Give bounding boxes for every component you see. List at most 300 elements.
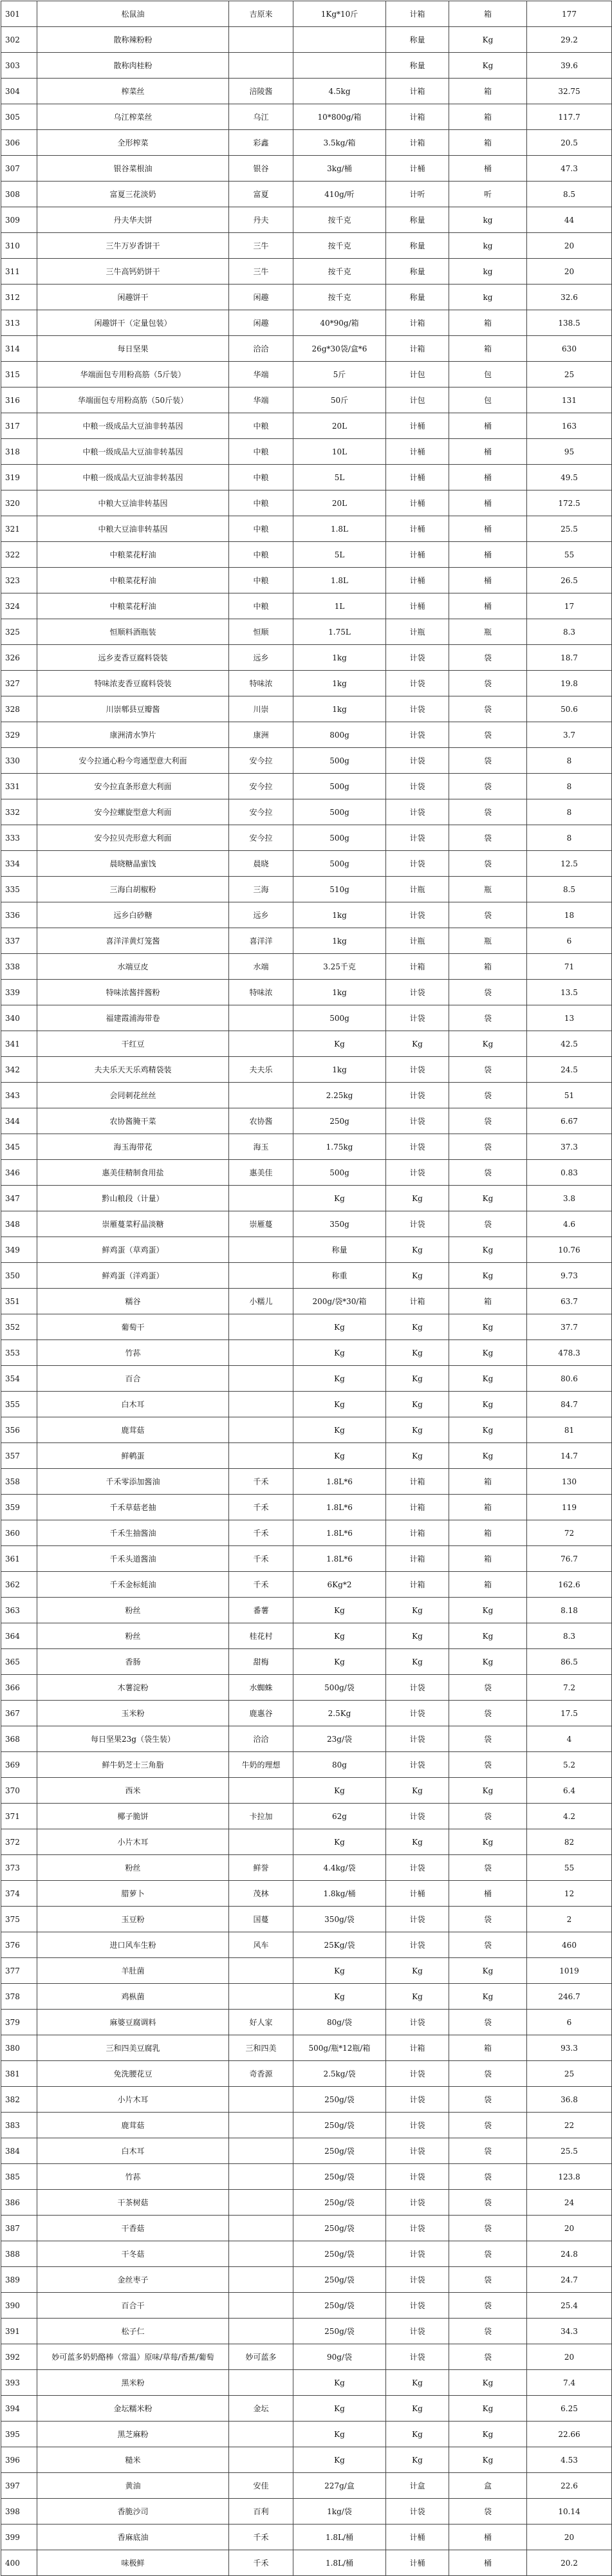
table-row xyxy=(1,568,612,593)
specification-cell: 1.8kg/桶 xyxy=(293,1881,386,1907)
specification-cell: 10L xyxy=(293,439,386,465)
table-row xyxy=(1,825,612,851)
unit-cell: 袋 xyxy=(449,980,527,1005)
table-row xyxy=(1,980,612,1005)
price-cell: 82 xyxy=(527,1829,612,1855)
product-name-cell: 闲趣饼干 xyxy=(37,285,229,310)
row-number-cell: 343 xyxy=(1,1083,37,1108)
product-name-cell: 葡萄干 xyxy=(37,1314,229,1340)
specification-cell: 200g/袋*30/箱 xyxy=(293,1289,386,1314)
brand-cell: 三牛 xyxy=(229,233,293,259)
product-name-cell: 干冬菇 xyxy=(37,2241,229,2267)
price-cell: 55 xyxy=(527,1855,612,1881)
price-cell: 177 xyxy=(527,1,612,27)
unit-cell: 袋 xyxy=(449,2138,527,2164)
brand-cell: 小糯儿 xyxy=(229,1289,293,1314)
brand-cell: 喜洋洋 xyxy=(229,928,293,954)
product-name-cell: 木薯淀粉 xyxy=(37,1675,229,1701)
product-name-cell: 福建霞浦海带卷 xyxy=(37,1005,229,1031)
unit-cell: 袋 xyxy=(449,851,527,877)
product-name-cell: 千禾零添加酱油 xyxy=(37,1469,229,1495)
unit-cell: 盒 xyxy=(449,2473,527,2499)
specification-cell: 1.8L xyxy=(293,568,386,593)
brand-cell: 茂林 xyxy=(229,1881,293,1907)
price-cell: 163 xyxy=(527,413,612,439)
brand-cell: 千禾 xyxy=(229,1520,293,1546)
product-name-cell: 香麻底油 xyxy=(37,2525,229,2550)
specification-cell: 250g/袋 xyxy=(293,2087,386,2113)
price-cell: 8 xyxy=(527,799,612,825)
specification-cell xyxy=(293,27,386,53)
unit-cell: Kg xyxy=(449,1598,527,1623)
price-cell: 6.25 xyxy=(527,2396,612,2422)
specification-cell: 410g/听 xyxy=(293,182,386,207)
table-row xyxy=(1,413,612,439)
product-name-cell: 千禾头道酱油 xyxy=(37,1546,229,1572)
row-number-cell: 374 xyxy=(1,1881,37,1907)
brand-cell xyxy=(229,2447,293,2473)
specification-cell: 1.8L*6 xyxy=(293,1546,386,1572)
brand-cell xyxy=(229,2190,293,2216)
row-number-cell: 329 xyxy=(1,722,37,748)
packaging-type-cell: 计袋 xyxy=(386,671,449,696)
packaging-type-cell: 计箱 xyxy=(386,2035,449,2061)
row-number-cell: 363 xyxy=(1,1598,37,1623)
product-name-cell: 松子仁 xyxy=(37,2319,229,2344)
specification-cell: 称重 xyxy=(293,1263,386,1289)
price-cell: 6.4 xyxy=(527,1778,612,1804)
price-cell: 22.6 xyxy=(527,2473,612,2499)
packaging-type-cell: 计箱 xyxy=(386,1520,449,1546)
price-cell: 162.6 xyxy=(527,1572,612,1598)
price-cell: 34.3 xyxy=(527,2319,612,2344)
brand-cell: 甜梅 xyxy=(229,1649,293,1675)
row-number-cell: 304 xyxy=(1,79,37,104)
brand-cell xyxy=(229,2216,293,2241)
product-name-cell: 乌江榨菜丝 xyxy=(37,104,229,130)
brand-cell: 鹿惠谷 xyxy=(229,1701,293,1726)
unit-cell: 袋 xyxy=(449,1752,527,1778)
packaging-type-cell: 计袋 xyxy=(386,799,449,825)
row-number-cell: 360 xyxy=(1,1520,37,1546)
row-number-cell: 377 xyxy=(1,1958,37,1984)
unit-cell: 袋 xyxy=(449,1160,527,1186)
product-name-cell: 华端面包专用粉高筋（5斤装） xyxy=(37,362,229,387)
table-row xyxy=(1,1752,612,1778)
unit-cell: 箱 xyxy=(449,1572,527,1598)
table-row xyxy=(1,2499,612,2525)
unit-cell: 袋 xyxy=(449,671,527,696)
price-cell: 8 xyxy=(527,825,612,851)
product-name-cell: 中粮菜花籽油 xyxy=(37,568,229,593)
row-number-cell: 340 xyxy=(1,1005,37,1031)
product-name-cell: 糯谷 xyxy=(37,1289,229,1314)
packaging-type-cell: 计袋 xyxy=(386,851,449,877)
price-cell: 37.7 xyxy=(527,1314,612,1340)
specification-cell: 5L xyxy=(293,542,386,568)
packaging-type-cell: 计袋 xyxy=(386,696,449,722)
packaging-type-cell: 计袋 xyxy=(386,1160,449,1186)
specification-cell: 2.5Kg xyxy=(293,1701,386,1726)
brand-cell: 安佳 xyxy=(229,2473,293,2499)
price-cell: 10.76 xyxy=(527,1237,612,1263)
brand-cell: 中粮 xyxy=(229,413,293,439)
row-number-cell: 387 xyxy=(1,2216,37,2241)
packaging-type-cell: Kg xyxy=(386,1649,449,1675)
packaging-type-cell: 计袋 xyxy=(386,1211,449,1237)
unit-cell: 箱 xyxy=(449,1469,527,1495)
table-row xyxy=(1,1417,612,1443)
table-row xyxy=(1,1829,612,1855)
specification-cell: 5L xyxy=(293,465,386,490)
unit-cell: Kg xyxy=(449,1778,527,1804)
packaging-type-cell: 计袋 xyxy=(386,1057,449,1083)
price-cell: 80.6 xyxy=(527,1366,612,1392)
price-cell: 0.83 xyxy=(527,1160,612,1186)
brand-cell: 海玉 xyxy=(229,1134,293,1160)
product-name-cell: 特味浓酱拌酱粉 xyxy=(37,980,229,1005)
unit-cell: 桶 xyxy=(449,439,527,465)
unit-cell: kg xyxy=(449,233,527,259)
table-row xyxy=(1,1005,612,1031)
unit-cell: 桶 xyxy=(449,542,527,568)
packaging-type-cell: 计袋 xyxy=(386,980,449,1005)
row-number-cell: 393 xyxy=(1,2370,37,2396)
specification-cell: 26g*30袋/盒*6 xyxy=(293,336,386,362)
unit-cell: Kg xyxy=(449,1186,527,1211)
row-number-cell: 389 xyxy=(1,2267,37,2293)
packaging-type-cell: 计袋 xyxy=(386,2190,449,2216)
brand-cell: 水端 xyxy=(229,954,293,980)
brand-cell: 鲜誉 xyxy=(229,1855,293,1881)
brand-cell xyxy=(229,2113,293,2138)
table-row xyxy=(1,1211,612,1237)
brand-cell xyxy=(229,1417,293,1443)
packaging-type-cell: 计袋 xyxy=(386,1083,449,1108)
unit-cell: Kg xyxy=(449,1237,527,1263)
row-number-cell: 324 xyxy=(1,593,37,619)
unit-cell: 袋 xyxy=(449,1675,527,1701)
table-row xyxy=(1,1520,612,1546)
specification-cell: 1kg xyxy=(293,928,386,954)
price-cell: 17.5 xyxy=(527,1701,612,1726)
table-row xyxy=(1,336,612,362)
packaging-type-cell: 称量 xyxy=(386,27,449,53)
specification-cell: 1kg xyxy=(293,696,386,722)
unit-cell: 袋 xyxy=(449,1083,527,1108)
specification-cell: 500g/瓶*12瓶/箱 xyxy=(293,2035,386,2061)
price-cell: 20 xyxy=(527,259,612,285)
table-row xyxy=(1,2087,612,2113)
table-row xyxy=(1,2267,612,2293)
specification-cell: 80g xyxy=(293,1752,386,1778)
unit-cell: 瓶 xyxy=(449,877,527,902)
brand-cell xyxy=(229,2087,293,2113)
unit-cell: 袋 xyxy=(449,2344,527,2370)
specification-cell: 250g/袋 xyxy=(293,2267,386,2293)
brand-cell: 水蜘蛛 xyxy=(229,1675,293,1701)
specification-cell: 10*800g/箱 xyxy=(293,104,386,130)
brand-cell: 好人家 xyxy=(229,2010,293,2035)
row-number-cell: 328 xyxy=(1,696,37,722)
table-row xyxy=(1,1495,612,1520)
specification-cell: 250g xyxy=(293,1108,386,1134)
specification-cell: 20L xyxy=(293,490,386,516)
specification-cell: Kg xyxy=(293,1366,386,1392)
row-number-cell: 386 xyxy=(1,2190,37,2216)
product-name-cell: 中粮大豆油非转基因 xyxy=(37,516,229,542)
row-number-cell: 325 xyxy=(1,619,37,645)
unit-cell: 袋 xyxy=(449,1804,527,1829)
packaging-type-cell: Kg xyxy=(386,1314,449,1340)
unit-cell: 袋 xyxy=(449,2164,527,2190)
packaging-type-cell: 计袋 xyxy=(386,1701,449,1726)
price-cell: 20 xyxy=(527,233,612,259)
packaging-type-cell: 计桶 xyxy=(386,542,449,568)
table-row xyxy=(1,2473,612,2499)
product-name-cell: 中粮一级成品大豆油非转基因 xyxy=(37,465,229,490)
packaging-type-cell: 计袋 xyxy=(386,2138,449,2164)
row-number-cell: 400 xyxy=(1,2550,37,2576)
row-number-cell: 347 xyxy=(1,1186,37,1211)
row-number-cell: 348 xyxy=(1,1211,37,1237)
unit-cell: 包 xyxy=(449,387,527,413)
product-name-cell: 崇雁蔓菜籽晶淡糖 xyxy=(37,1211,229,1237)
price-cell: 63.7 xyxy=(527,1289,612,1314)
brand-cell: 中粮 xyxy=(229,516,293,542)
unit-cell: 袋 xyxy=(449,748,527,774)
specification-cell: 250g/袋 xyxy=(293,2113,386,2138)
table-row xyxy=(1,1108,612,1134)
packaging-type-cell: 计袋 xyxy=(386,2241,449,2267)
packaging-type-cell: Kg xyxy=(386,1598,449,1623)
table-row xyxy=(1,2010,612,2035)
unit-cell: 袋 xyxy=(449,2319,527,2344)
table-row xyxy=(1,207,612,233)
table-body xyxy=(1,1,612,2576)
unit-cell: 袋 xyxy=(449,1134,527,1160)
unit-cell: 袋 xyxy=(449,2010,527,2035)
price-cell: 8.3 xyxy=(527,619,612,645)
row-number-cell: 302 xyxy=(1,27,37,53)
brand-cell: 惠美佳 xyxy=(229,1160,293,1186)
brand-cell: 妙可蓝多 xyxy=(229,2344,293,2370)
row-number-cell: 319 xyxy=(1,465,37,490)
packaging-type-cell: 计袋 xyxy=(386,1005,449,1031)
brand-cell xyxy=(229,2370,293,2396)
brand-cell: 彩鑫 xyxy=(229,130,293,156)
packaging-type-cell: Kg xyxy=(386,2447,449,2473)
price-cell: 71 xyxy=(527,954,612,980)
brand-cell: 恒顺 xyxy=(229,619,293,645)
product-name-cell: 干香菇 xyxy=(37,2216,229,2241)
specification-cell: Kg xyxy=(293,1778,386,1804)
product-name-cell: 银谷菜根油 xyxy=(37,156,229,182)
packaging-type-cell: Kg xyxy=(386,2370,449,2396)
price-cell: 24.7 xyxy=(527,2267,612,2293)
packaging-type-cell: Kg xyxy=(386,1417,449,1443)
unit-cell: 袋 xyxy=(449,2087,527,2113)
price-cell: 130 xyxy=(527,1469,612,1495)
product-name-cell: 金坛糯米粉 xyxy=(37,2396,229,2422)
row-number-cell: 320 xyxy=(1,490,37,516)
row-number-cell: 349 xyxy=(1,1237,37,1263)
unit-cell: Kg xyxy=(449,1443,527,1469)
brand-cell: 千禾 xyxy=(229,1495,293,1520)
unit-cell: 袋 xyxy=(449,774,527,799)
product-name-cell: 恒顺料酒瓶装 xyxy=(37,619,229,645)
packaging-type-cell: 计袋 xyxy=(386,2164,449,2190)
unit-cell: 箱 xyxy=(449,1546,527,1572)
specification-cell: 500g xyxy=(293,1005,386,1031)
packaging-type-cell: 计包 xyxy=(386,387,449,413)
price-cell: 4 xyxy=(527,1726,612,1752)
packaging-type-cell: 计袋 xyxy=(386,825,449,851)
table-row xyxy=(1,1,612,27)
row-number-cell: 380 xyxy=(1,2035,37,2061)
packaging-type-cell: Kg xyxy=(386,1237,449,1263)
table-row xyxy=(1,285,612,310)
price-cell: 172.5 xyxy=(527,490,612,516)
packaging-type-cell: Kg xyxy=(386,1443,449,1469)
packaging-type-cell: 计袋 xyxy=(386,1134,449,1160)
specification-cell: 6Kg*2 xyxy=(293,1572,386,1598)
table-row xyxy=(1,671,612,696)
specification-cell: 510g xyxy=(293,877,386,902)
table-row xyxy=(1,1237,612,1263)
unit-cell: 箱 xyxy=(449,1495,527,1520)
product-name-cell: 榨菜丝 xyxy=(37,79,229,104)
packaging-type-cell: 计袋 xyxy=(386,2293,449,2319)
brand-cell: 特味浓 xyxy=(229,671,293,696)
product-name-cell: 安今拉直条形意大利面 xyxy=(37,774,229,799)
table-row xyxy=(1,2396,612,2422)
unit-cell: kg xyxy=(449,259,527,285)
unit-cell: 袋 xyxy=(449,2061,527,2087)
product-name-cell: 华端面包专用粉高筋（50斤装） xyxy=(37,387,229,413)
brand-cell: 丹夫 xyxy=(229,207,293,233)
row-number-cell: 356 xyxy=(1,1417,37,1443)
specification-cell: 500g xyxy=(293,851,386,877)
table-row xyxy=(1,2138,612,2164)
table-row xyxy=(1,27,612,53)
row-number-cell: 378 xyxy=(1,1984,37,2010)
product-name-cell: 椰子脆饼 xyxy=(37,1804,229,1829)
brand-cell: 国蔓 xyxy=(229,1907,293,1932)
brand-cell: 中粮 xyxy=(229,593,293,619)
product-name-cell: 干红豆 xyxy=(37,1031,229,1057)
row-number-cell: 309 xyxy=(1,207,37,233)
specification-cell: 5斤 xyxy=(293,362,386,387)
row-number-cell: 339 xyxy=(1,980,37,1005)
brand-cell xyxy=(229,1443,293,1469)
product-name-cell: 百合干 xyxy=(37,2293,229,2319)
product-name-cell: 安今拉贝壳形意大利面 xyxy=(37,825,229,851)
specification-cell: 3.5kg/箱 xyxy=(293,130,386,156)
unit-cell: Kg xyxy=(449,1649,527,1675)
row-number-cell: 312 xyxy=(1,285,37,310)
packaging-type-cell: 计桶 xyxy=(386,593,449,619)
product-name-cell: 鹿茸菇 xyxy=(37,2113,229,2138)
price-cell: 26.5 xyxy=(527,568,612,593)
product-name-cell: 三牛高钙奶饼干 xyxy=(37,259,229,285)
unit-cell: Kg xyxy=(449,1314,527,1340)
row-number-cell: 359 xyxy=(1,1495,37,1520)
packaging-type-cell: 计包 xyxy=(386,362,449,387)
packaging-type-cell: 计袋 xyxy=(386,1907,449,1932)
unit-cell: 瓶 xyxy=(449,619,527,645)
brand-cell: 川崇 xyxy=(229,696,293,722)
price-cell: 20 xyxy=(527,2216,612,2241)
specification-cell: 1kg/袋 xyxy=(293,2499,386,2525)
specification-cell: 20L xyxy=(293,413,386,439)
specification-cell: Kg xyxy=(293,1392,386,1417)
brand-cell: 晨晓 xyxy=(229,851,293,877)
row-number-cell: 375 xyxy=(1,1907,37,1932)
row-number-cell: 353 xyxy=(1,1340,37,1366)
product-name-cell: 散称辣粉粉 xyxy=(37,27,229,53)
table-row xyxy=(1,542,612,568)
table-row xyxy=(1,259,612,285)
price-cell: 24 xyxy=(527,2190,612,2216)
brand-cell: 涪陵酱 xyxy=(229,79,293,104)
table-row xyxy=(1,1134,612,1160)
brand-cell: 桂花村 xyxy=(229,1623,293,1649)
price-cell: 24.8 xyxy=(527,2241,612,2267)
brand-cell: 华端 xyxy=(229,387,293,413)
row-number-cell: 379 xyxy=(1,2010,37,2035)
price-cell: 12 xyxy=(527,1881,612,1907)
price-cell: 17 xyxy=(527,593,612,619)
packaging-type-cell: 计桶 xyxy=(386,2550,449,2576)
price-cell: 22 xyxy=(527,2113,612,2138)
product-name-cell: 玉豆粉 xyxy=(37,1907,229,1932)
packaging-type-cell: 计桶 xyxy=(386,465,449,490)
unit-cell: 袋 xyxy=(449,2293,527,2319)
packaging-type-cell: 计袋 xyxy=(386,2319,449,2344)
product-name-cell: 小片木耳 xyxy=(37,2087,229,2113)
specification-cell: 500g/袋 xyxy=(293,1675,386,1701)
table-row xyxy=(1,1881,612,1907)
brand-cell: 奇香源 xyxy=(229,2061,293,2087)
brand-cell: 吉原来 xyxy=(229,1,293,27)
packaging-type-cell: 称量 xyxy=(386,259,449,285)
specification-cell: Kg xyxy=(293,1340,386,1366)
price-cell: 12.5 xyxy=(527,851,612,877)
packaging-type-cell: 计袋 xyxy=(386,2344,449,2370)
specification-cell: 2.25kg xyxy=(293,1083,386,1108)
unit-cell: 桶 xyxy=(449,1881,527,1907)
row-number-cell: 331 xyxy=(1,774,37,799)
row-number-cell: 336 xyxy=(1,902,37,928)
product-name-cell: 会同刺花丝丝 xyxy=(37,1083,229,1108)
product-name-cell: 丹夫华夫饼 xyxy=(37,207,229,233)
price-cell: 246.7 xyxy=(527,1984,612,2010)
row-number-cell: 335 xyxy=(1,877,37,902)
table-row xyxy=(1,1057,612,1083)
price-cell: 20.2 xyxy=(527,2550,612,2576)
unit-cell: 听 xyxy=(449,182,527,207)
row-number-cell: 346 xyxy=(1,1160,37,1186)
brand-cell xyxy=(229,2138,293,2164)
row-number-cell: 332 xyxy=(1,799,37,825)
specification-cell: 350g/袋 xyxy=(293,1907,386,1932)
table-row xyxy=(1,439,612,465)
price-cell: 84.7 xyxy=(527,1392,612,1417)
row-number-cell: 341 xyxy=(1,1031,37,1057)
unit-cell: 箱 xyxy=(449,1,527,27)
price-cell: 1019 xyxy=(527,1958,612,1984)
